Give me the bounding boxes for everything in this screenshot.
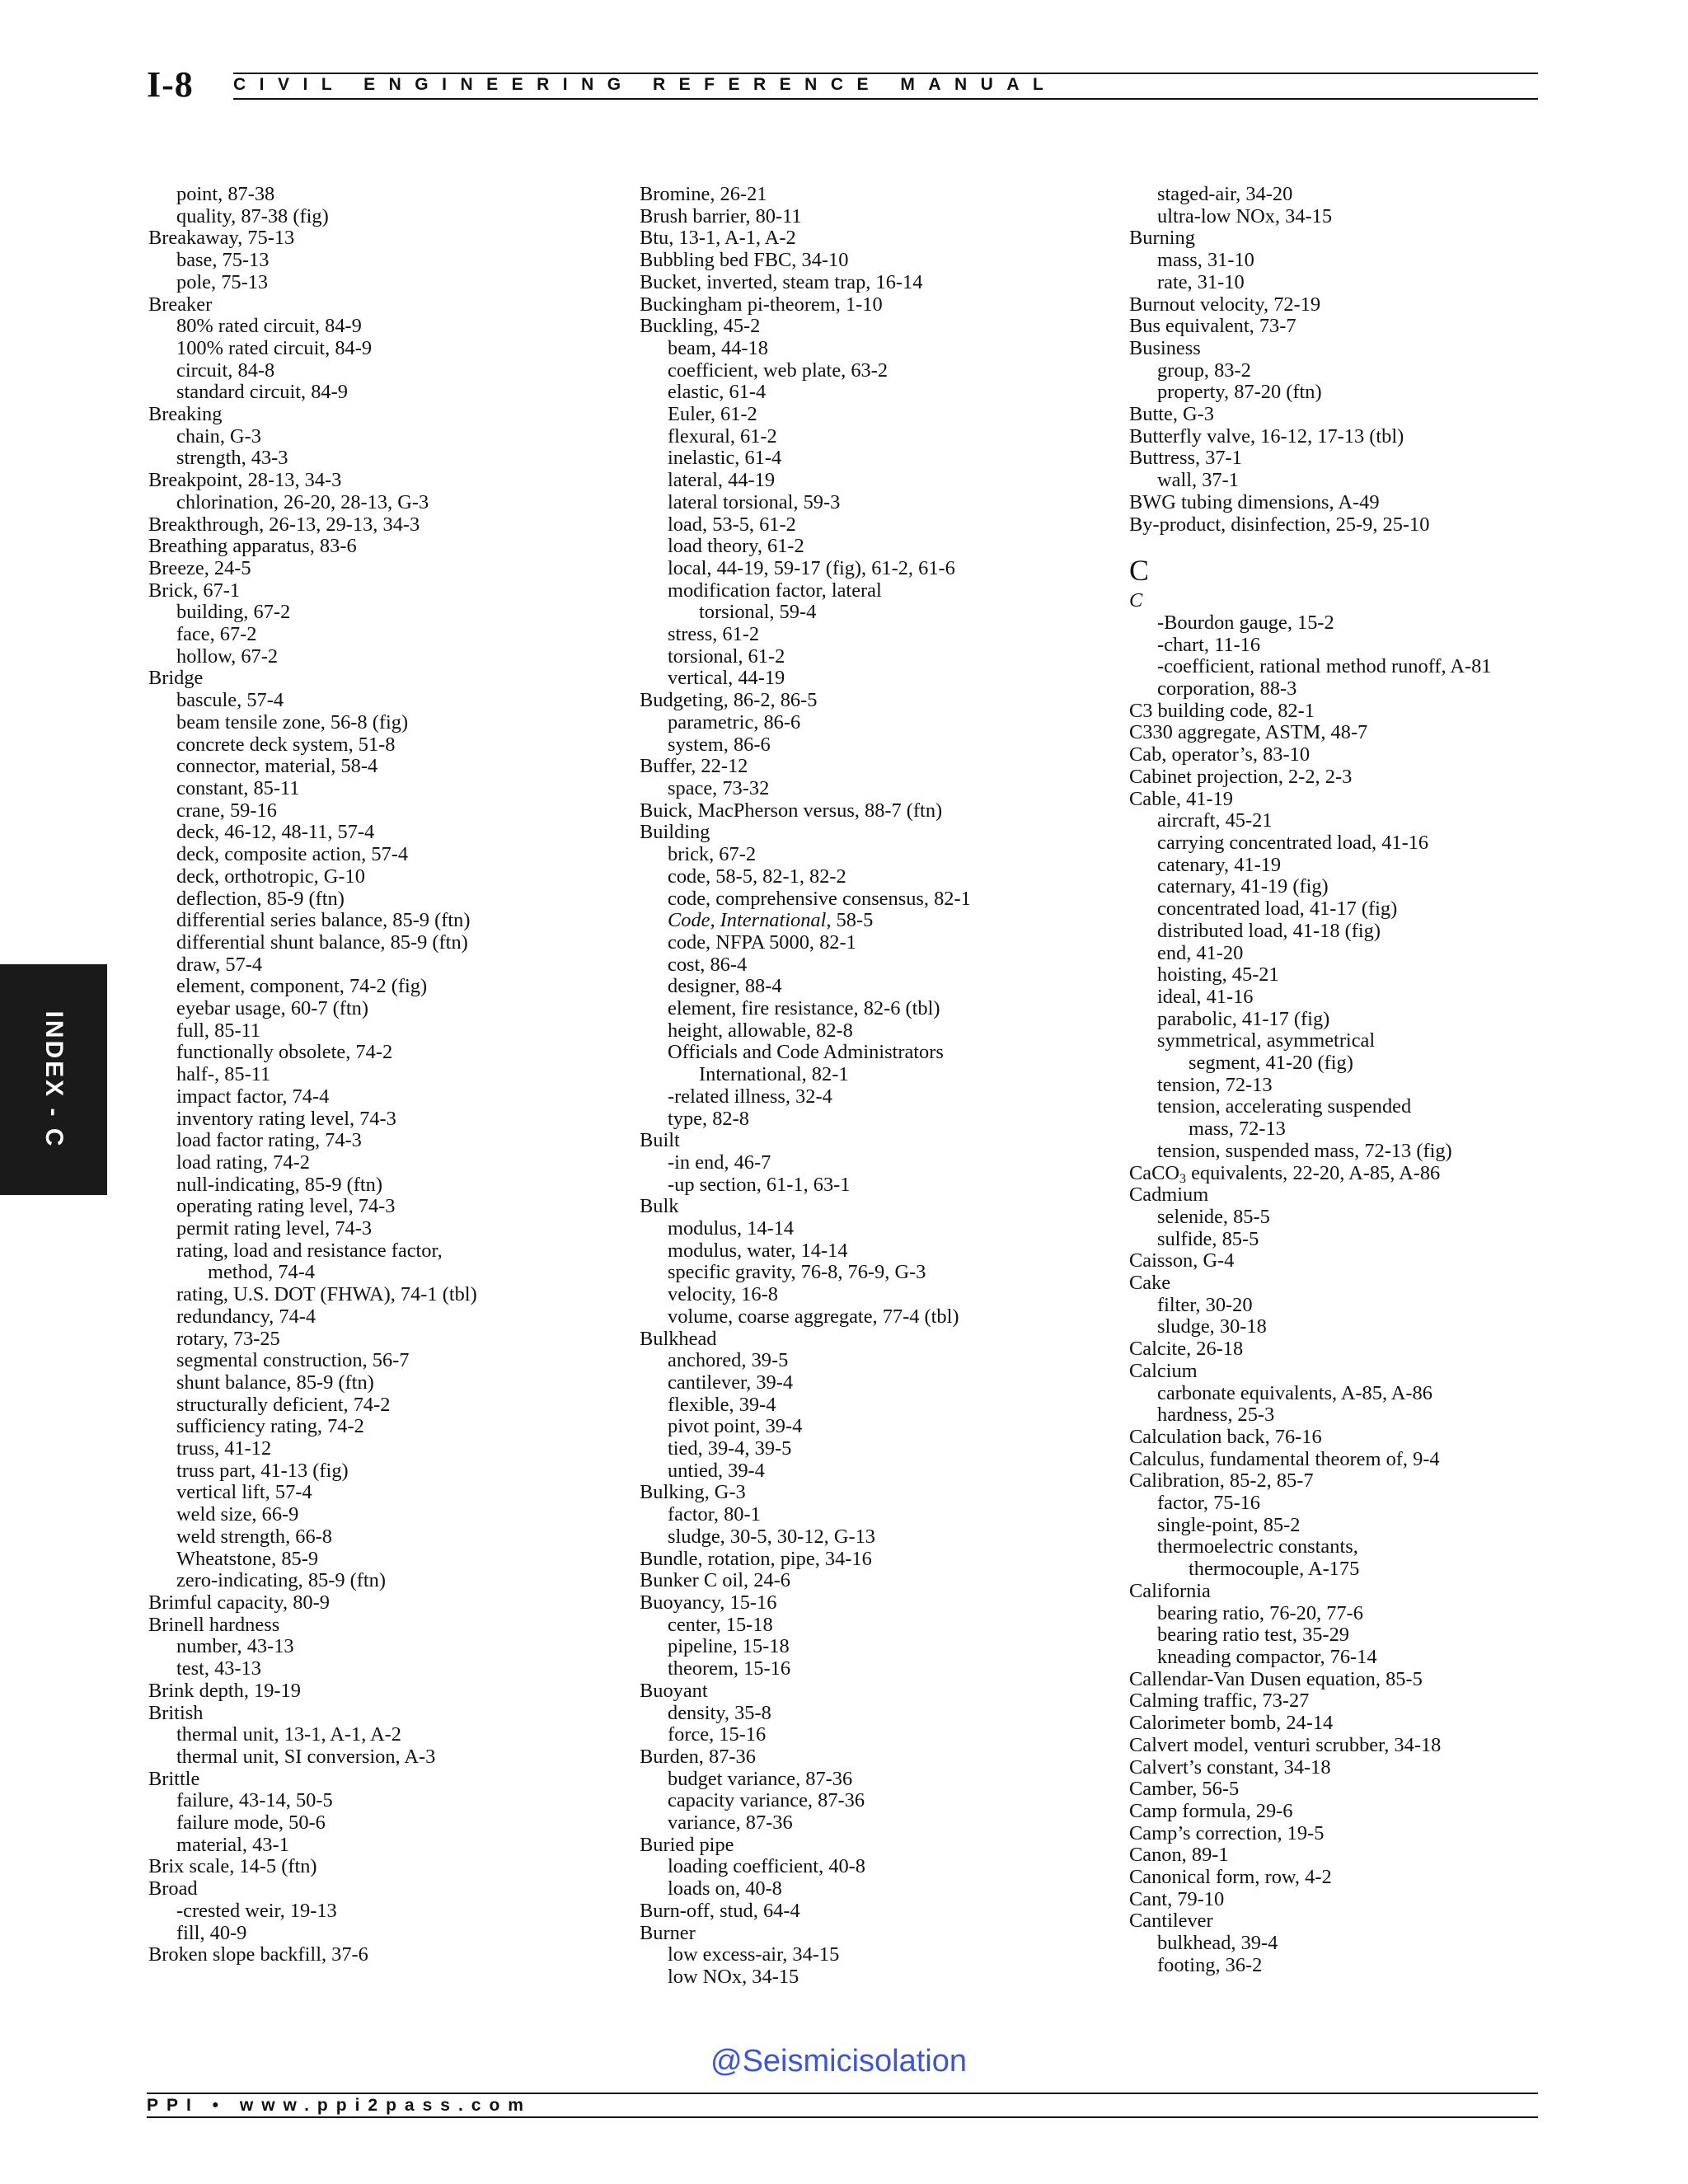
index-entry: mass, 72-13 (1189, 1118, 1286, 1141)
index-entry: number, 43-13 (176, 1635, 294, 1658)
index-entry: factor, 80-1 (668, 1503, 761, 1526)
index-entry: British (148, 1701, 204, 1724)
index-entry: truss, 41-12 (176, 1437, 272, 1460)
index-entry: -crested weir, 19-13 (176, 1899, 337, 1922)
index-entry: Calorimeter bomb, 24-14 (1129, 1712, 1334, 1735)
index-entry: Buoyant (640, 1679, 708, 1702)
index-entry: sufficiency rating, 74-2 (176, 1415, 364, 1438)
index-entry: Business (1129, 336, 1201, 359)
index-entry: permit rating level, 74-3 (176, 1217, 373, 1240)
index-entry: structurally deficient, 74-2 (176, 1393, 391, 1416)
index-entry: Brinell hardness (148, 1613, 280, 1636)
index-entry: weld size, 66-9 (176, 1503, 299, 1526)
section-italic-c: C (1129, 589, 1143, 612)
index-entry: Calcite, 26-18 (1129, 1338, 1244, 1361)
index-entry: Bunker C oil, 24-6 (640, 1569, 790, 1592)
index-entry: aircraft, 45-21 (1157, 809, 1273, 832)
index-entry: carrying concentrated load, 41-16 (1157, 831, 1429, 854)
footer-url: PPI • www.ppi2pass.com (147, 2096, 532, 2115)
index-entry: height, allowable, 82-8 (668, 1019, 853, 1042)
index-entry: 100% rated circuit, 84-9 (176, 336, 373, 359)
index-entry: brick, 67-2 (668, 843, 757, 866)
index-entry: Burning (1129, 227, 1195, 250)
index-entry: load rating, 74-2 (176, 1151, 310, 1174)
index-column-3 (1129, 184, 1491, 1977)
index-entry: Burnout velocity, 72-19 (1129, 293, 1321, 316)
index-entry: Broad (148, 1877, 198, 1900)
index-entry: circuit, 84-8 (176, 359, 275, 382)
index-entry: untied, 39-4 (668, 1459, 765, 1482)
index-entry: element, component, 74-2 (fig) (176, 975, 428, 998)
index-entry: coefficient, web plate, 63-2 (668, 359, 889, 382)
index-entry: segment, 41-20 (fig) (1189, 1052, 1353, 1075)
index-entry: Brick, 67-1 (148, 579, 241, 602)
index-entry: load, 53-5, 61-2 (668, 513, 796, 536)
index-entry: modification factor, lateral (668, 579, 882, 602)
index-entry: Wheatstone, 85-9 (176, 1547, 319, 1570)
index-entry: force, 15-16 (668, 1723, 767, 1746)
index-entry: California (1129, 1579, 1211, 1602)
index-entry: failure, 43-14, 50-5 (176, 1789, 333, 1812)
index-entry: staged-air, 34-20 (1157, 183, 1293, 205)
index-entry: Calibration, 85-2, 85-7 (1129, 1469, 1314, 1493)
index-entry: impact factor, 74-4 (176, 1085, 330, 1108)
index-entry: Cadmium (1129, 1183, 1209, 1207)
index-entry: hoisting, 45-21 (1157, 963, 1279, 987)
index-entry: Burn-off, stud, 64-4 (640, 1899, 800, 1922)
index-column-3-b-entries (1129, 184, 1491, 536)
index-entry: cost, 86-4 (668, 953, 748, 976)
index-entry: crane, 59-16 (176, 799, 277, 822)
index-entry: Camber, 56-5 (1129, 1778, 1240, 1801)
index-entry: loading coefficient, 40-8 (668, 1855, 865, 1878)
index-entry: -in end, 46-7 (668, 1151, 771, 1174)
index-entry: rating, U.S. DOT (FHWA), 74-1 (tbl) (176, 1283, 477, 1306)
index-entry: Cantilever (1129, 1910, 1213, 1933)
index-entry: designer, 88-4 (668, 975, 782, 998)
index-entry: Camp’s correction, 19-5 (1129, 1821, 1325, 1844)
index-entry: beam tensile zone, 56-8 (fig) (176, 710, 409, 733)
index-entry: lateral, 44-19 (668, 469, 776, 492)
index-entry: Cabinet projection, 2-2, 2-3 (1129, 765, 1353, 788)
index-entry: face, 67-2 (176, 623, 257, 646)
index-column-2 (640, 184, 971, 1989)
index-entry: zero-indicating, 85-9 (ftn) (176, 1569, 386, 1592)
index-entry: method, 74-4 (208, 1261, 316, 1284)
index-entry: tension, 72-13 (1157, 1073, 1273, 1096)
index-entry: Officials and Code Administrators (668, 1041, 944, 1064)
index-entry: kneading compactor, 76-14 (1157, 1646, 1377, 1668)
index-entry: bascule, 57-4 (176, 689, 284, 712)
index-entry: symmetrical, asymmetrical (1157, 1029, 1376, 1052)
index-entry: strength, 43-3 (176, 447, 288, 470)
index-entry: weld strength, 66-8 (176, 1525, 332, 1548)
index-entry: Bubbling bed FBC, 34-10 (640, 249, 849, 272)
index-entry: sludge, 30-5, 30-12, G-13 (668, 1525, 876, 1548)
index-entry: code, comprehensive consensus, 82-1 (668, 887, 971, 910)
index-entry: base, 75-13 (176, 249, 270, 272)
index-entry: differential series balance, 85-9 (ftn) (176, 909, 471, 932)
index-entry: Brix scale, 14-5 (ftn) (148, 1855, 317, 1878)
index-entry: theorem, 15-16 (668, 1657, 791, 1680)
index-entry: concentrated load, 41-17 (fig) (1157, 898, 1398, 921)
index-entry: Bundle, rotation, pipe, 34-16 (640, 1547, 872, 1570)
index-entry: bearing ratio test, 35-29 (1157, 1624, 1349, 1647)
index-entry: Code, International, 58-5 (668, 909, 874, 932)
index-entry: system, 86-6 (668, 733, 771, 756)
index-entry: capacity variance, 87-36 (668, 1789, 865, 1812)
footer-rule-top (147, 2093, 1538, 2094)
index-entry: sulfide, 85-5 (1157, 1227, 1259, 1250)
index-entry: Broken slope backfill, 37-6 (148, 1943, 368, 1966)
index-entry: group, 83-2 (1157, 359, 1251, 382)
index-entry: Breakpoint, 28-13, 34-3 (148, 469, 342, 492)
index-entry: Buckingham pi-theorem, 1-10 (640, 293, 883, 316)
index-entry: parabolic, 41-17 (fig) (1157, 1007, 1330, 1030)
index-entry: Breakaway, 75-13 (148, 227, 295, 250)
index-entry: constant, 85-11 (176, 776, 300, 799)
index-entry: density, 35-8 (668, 1701, 771, 1724)
index-entry: tied, 39-4, 39-5 (668, 1437, 792, 1460)
index-entry: distributed load, 41-18 (fig) (1157, 919, 1381, 942)
index-entry: stress, 61-2 (668, 623, 760, 646)
index-entry: quality, 87-38 (fig) (176, 204, 329, 227)
index-entry: truss part, 41-13 (fig) (176, 1459, 349, 1482)
index-entry: C3 building code, 82-1 (1129, 699, 1315, 722)
index-entry: Caisson, G-4 (1129, 1249, 1235, 1272)
index-entry: Budgeting, 86-2, 86-5 (640, 689, 818, 712)
index-entry: inventory rating level, 74-3 (176, 1107, 396, 1130)
index-entry: factor, 75-16 (1157, 1492, 1260, 1515)
index-entry: space, 73-32 (668, 776, 770, 799)
index-entry: single-point, 85-2 (1157, 1513, 1301, 1536)
index-entry: code, 58-5, 82-1, 82-2 (668, 865, 846, 888)
index-entry: code, NFPA 5000, 82-1 (668, 930, 856, 954)
index-entry: type, 82-8 (668, 1107, 749, 1130)
index-entry: Breathing apparatus, 83-6 (148, 535, 357, 558)
index-column-1 (148, 184, 477, 1966)
index-entry: pivot point, 39-4 (668, 1415, 803, 1438)
index-entry: Butterfly valve, 16-12, 17-13 (tbl) (1129, 424, 1404, 448)
index-entry: catenary, 41-19 (1157, 853, 1282, 876)
section-heading-c: C (1129, 554, 1150, 588)
index-entry: Bucket, inverted, steam trap, 16-14 (640, 270, 923, 293)
index-entry: deck, composite action, 57-4 (176, 843, 409, 866)
index-entry: Buffer, 22-12 (640, 755, 748, 778)
index-entry: Brush barrier, 80-11 (640, 204, 802, 227)
index-entry: hardness, 25-3 (1157, 1404, 1275, 1427)
watermark-text: @Seismicisolation (710, 2044, 968, 2079)
index-entry: Cake (1129, 1272, 1171, 1295)
index-entry: Callendar-Van Dusen equation, 85-5 (1129, 1667, 1423, 1690)
index-entry: 80% rated circuit, 84-9 (176, 315, 362, 338)
index-entry: functionally obsolete, 74-2 (176, 1041, 393, 1064)
index-entry: differential shunt balance, 85-9 (ftn) (176, 930, 468, 954)
index-entry: thermocouple, A-175 (1189, 1558, 1360, 1581)
index-entry: Euler, 61-2 (668, 403, 757, 426)
index-entry: shunt balance, 85-9 (ftn) (176, 1371, 374, 1394)
index-entry: selenide, 85-5 (1157, 1205, 1270, 1228)
index-entry: deflection, 85-9 (ftn) (176, 887, 345, 910)
index-entry: CaCO$_3$ equivalents, 22-20, A-85, A-86 (1129, 1161, 1441, 1186)
index-entry: Calming traffic, 73-27 (1129, 1690, 1310, 1713)
index-entry: low NOx, 34-15 (668, 1965, 799, 1988)
index-entry: redundancy, 74-4 (176, 1305, 316, 1328)
index-entry: BWG tubing dimensions, A-49 (1129, 490, 1380, 513)
index-entry: footing, 36-2 (1157, 1953, 1263, 1976)
page-number: I-8 (147, 64, 194, 105)
index-entry: Calcium (1129, 1359, 1198, 1382)
index-entry: cantilever, 39-4 (668, 1371, 794, 1394)
index-entry: Building (640, 821, 710, 844)
index-section-tab (0, 964, 107, 1195)
index-entry: budget variance, 87-36 (668, 1767, 853, 1790)
index-entry: Bus equivalent, 73-7 (1129, 315, 1296, 338)
index-entry: Buoyancy, 15-16 (640, 1591, 777, 1614)
index-entry: Calculation back, 76-16 (1129, 1425, 1322, 1448)
index-entry: specific gravity, 76-8, 76-9, G-3 (668, 1261, 926, 1284)
index-entry: filter, 30-20 (1157, 1293, 1253, 1316)
index-entry: Breaking (148, 403, 223, 426)
index-entry: -coefficient, rational method runoff, A-81 (1157, 655, 1492, 678)
index-entry: Butte, G-3 (1129, 403, 1214, 426)
index-entry: C330 aggregate, ASTM, 48-7 (1129, 721, 1368, 744)
index-entry: caternary, 41-19 (fig) (1157, 875, 1329, 898)
index-entry: Burden, 87-36 (640, 1745, 756, 1768)
index-entry: Breaker (148, 293, 213, 316)
index-entry: material, 43-1 (176, 1833, 289, 1856)
index-entry: bearing ratio, 76-20, 77-6 (1157, 1601, 1363, 1624)
index-entry: loads on, 40-8 (668, 1877, 782, 1900)
footer-rule-bottom (147, 2116, 1538, 2118)
index-entry: torsional, 61-2 (668, 644, 785, 668)
index-entry: tension, suspended mass, 72-13 (fig) (1157, 1139, 1452, 1162)
index-entry: beam, 44-18 (668, 336, 768, 359)
index-entry: International, 82-1 (699, 1063, 849, 1086)
index-entry: -chart, 11-16 (1157, 633, 1261, 656)
index-entry: Camp formula, 29-6 (1129, 1799, 1293, 1822)
index-entry: torsional, 59-4 (699, 601, 817, 624)
index-entry: anchored, 39-5 (668, 1349, 789, 1372)
index-entry: low excess-air, 34-15 (668, 1943, 840, 1966)
index-entry: property, 87-20 (ftn) (1157, 381, 1322, 404)
index-entry: Canon, 89-1 (1129, 1844, 1229, 1867)
index-entry: -related illness, 32-4 (668, 1085, 832, 1108)
index-entry: thermal unit, SI conversion, A-3 (176, 1745, 436, 1768)
index-entry: center, 15-18 (668, 1613, 773, 1636)
index-entry: segmental construction, 56-7 (176, 1349, 410, 1372)
index-entry: flexural, 61-2 (668, 424, 777, 448)
index-entry: Brittle (148, 1767, 200, 1790)
index-section-tab-label: INDEX - C (40, 1010, 68, 1149)
index-entry: Brink depth, 19-19 (148, 1679, 301, 1702)
index-entry: carbonate equivalents, A-85, A-86 (1157, 1381, 1432, 1404)
index-entry: bulkhead, 39-4 (1157, 1932, 1278, 1955)
index-entry: corporation, 88-3 (1157, 677, 1297, 701)
index-entry: modulus, water, 14-14 (668, 1239, 848, 1262)
index-entry: Breakthrough, 26-13, 29-13, 34-3 (148, 513, 420, 536)
index-entry: Cable, 41-19 (1129, 787, 1233, 810)
index-entry: chlorination, 26-20, 28-13, G-3 (176, 490, 429, 513)
index-entry: mass, 31-10 (1157, 249, 1254, 272)
index-entry: inelastic, 61-4 (668, 447, 782, 470)
index-entry: Canonical form, row, 4-2 (1129, 1866, 1332, 1889)
index-entry: velocity, 16-8 (668, 1283, 778, 1306)
index-entry: elastic, 61-4 (668, 381, 767, 404)
index-entry: load factor rating, 74-3 (176, 1129, 362, 1152)
index-entry: half-, 85-11 (176, 1063, 271, 1086)
index-entry: wall, 37-1 (1157, 469, 1239, 492)
index-entry: ideal, 41-16 (1157, 985, 1254, 1008)
index-entry: operating rating level, 74-3 (176, 1195, 396, 1218)
index-entry: concrete deck system, 51-8 (176, 733, 396, 756)
index-entry: end, 41-20 (1157, 941, 1244, 964)
index-entry: thermoelectric constants, (1157, 1535, 1358, 1558)
index-entry: vertical lift, 57-4 (176, 1481, 312, 1504)
index-entry: Bulk (640, 1195, 679, 1218)
index-entry: Brimful capacity, 80-9 (148, 1591, 330, 1614)
index-entry: Buried pipe (640, 1833, 734, 1856)
index-entry: -Bourdon gauge, 15-2 (1157, 611, 1334, 634)
index-entry: tension, accelerating suspended (1157, 1095, 1412, 1118)
index-entry: rotary, 73-25 (176, 1327, 280, 1350)
index-column-3-c-entries (1129, 612, 1491, 1977)
index-entry: Calculus, fundamental theorem of, 9-4 (1129, 1447, 1440, 1470)
index-entry: By-product, disinfection, 25-9, 25-10 (1129, 513, 1430, 536)
index-entry: Bridge (148, 667, 204, 690)
index-entry: deck, 46-12, 48-11, 57-4 (176, 821, 375, 844)
index-entry: vertical, 44-19 (668, 667, 785, 690)
index-entry: point, 87-38 (176, 183, 275, 205)
index-entry: pole, 75-13 (176, 270, 269, 293)
index-entry: test, 43-13 (176, 1657, 261, 1680)
index-entry: rating, load and resistance factor, (176, 1239, 443, 1262)
index-entry: Built (640, 1129, 680, 1152)
index-entry: -up section, 61-1, 63-1 (668, 1173, 851, 1196)
index-entry: Bulking, G-3 (640, 1481, 746, 1504)
index-entry: Bulkhead (640, 1327, 717, 1350)
index-entry: Calvert model, venturi scrubber, 34-18 (1129, 1733, 1442, 1756)
index-entry: chain, G-3 (176, 424, 261, 448)
index-entry: Buttress, 37-1 (1129, 447, 1242, 470)
index-entry: Burner (640, 1921, 696, 1944)
index-entry: building, 67-2 (176, 601, 291, 624)
index-entry: fill, 40-9 (176, 1921, 247, 1944)
index-entry: volume, coarse aggregate, 77-4 (tbl) (668, 1305, 959, 1328)
index-entry: full, 85-11 (176, 1019, 261, 1042)
index-entry: standard circuit, 84-9 (176, 381, 348, 404)
index-entry: pipeline, 15-18 (668, 1635, 790, 1658)
index-entry: Cant, 79-10 (1129, 1887, 1225, 1910)
index-entry: sludge, 30-18 (1157, 1315, 1267, 1338)
index-entry: Bromine, 26-21 (640, 183, 767, 205)
index-entry: deck, orthotropic, G-10 (176, 865, 365, 888)
index-entry: thermal unit, 13-1, A-1, A-2 (176, 1723, 402, 1746)
index-entry: load theory, 61-2 (668, 535, 804, 558)
index-entry: null-indicating, 85-9 (ftn) (176, 1173, 382, 1196)
index-entry: hollow, 67-2 (176, 644, 279, 668)
index-entry: Breeze, 24-5 (148, 556, 251, 579)
index-entry: flexible, 39-4 (668, 1393, 776, 1416)
index-entry: Btu, 13-1, A-1, A-2 (640, 227, 796, 250)
index-entry: modulus, 14-14 (668, 1217, 795, 1240)
index-entry-italic: Code, International (668, 909, 827, 932)
header-rule-bottom (233, 98, 1538, 100)
index-entry: ultra-low NOx, 34-15 (1157, 204, 1333, 227)
index-entry: parametric, 86-6 (668, 710, 801, 733)
index-entry: Calvert’s constant, 34-18 (1129, 1755, 1331, 1779)
index-entry: variance, 87-36 (668, 1811, 793, 1835)
index-entry: connector, material, 58-4 (176, 755, 378, 778)
index-entry: Buckling, 45-2 (640, 315, 761, 338)
index-entry: eyebar usage, 60-7 (ftn) (176, 997, 368, 1020)
index-entry: element, fire resistance, 82-6 (tbl) (668, 997, 940, 1020)
running-title: CIVIL ENGINEERING REFERENCE MANUAL (233, 75, 1057, 94)
index-entry: local, 44-19, 59-17 (fig), 61-2, 61-6 (668, 556, 955, 579)
index-entry: rate, 31-10 (1157, 270, 1245, 293)
index-entry: failure mode, 50-6 (176, 1811, 326, 1835)
index-entry: Cab, operator’s, 83-10 (1129, 743, 1311, 766)
index-entry: lateral torsional, 59-3 (668, 490, 841, 513)
index-entry: draw, 57-4 (176, 953, 263, 976)
index-entry: Buick, MacPherson versus, 88-7 (ftn) (640, 799, 943, 822)
